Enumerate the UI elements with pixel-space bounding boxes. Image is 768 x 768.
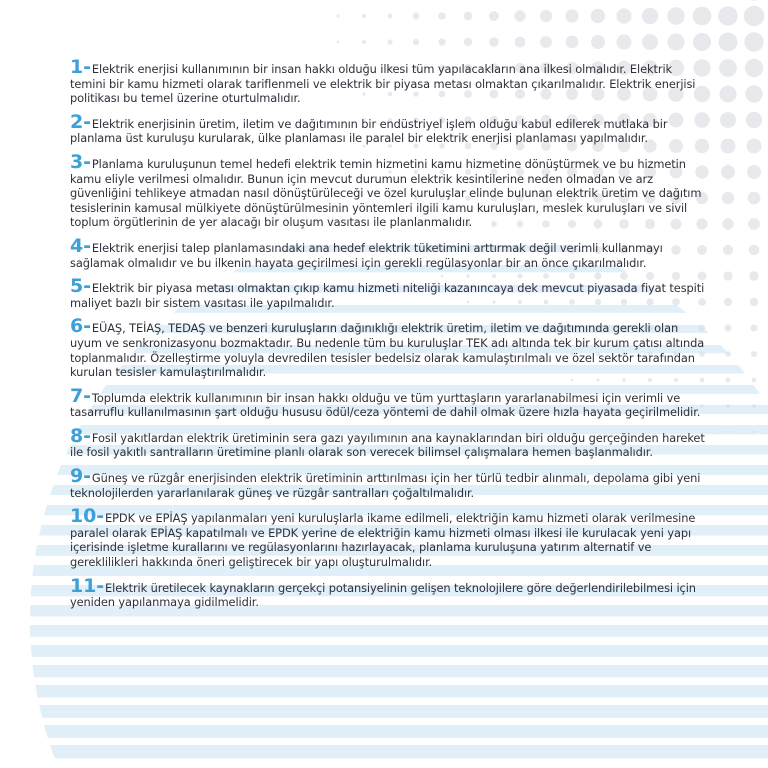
item-text: EÜAŞ, TEİAŞ, TEDAŞ ve benzeri kuruluşların dağınıklığı elektrik üretim, iletim ve dağıtımında gerekli olan uyum ve senkronizasyonu bozmaktadır. Bu nedenle tüm bu kuruluşlar TEK adı altında tek bir kurum çatısı altında toplanmalıdır. Özelleştirme yoluyla devredilen tesisler bedelsiz olarak kamulaştırılmalı ve özel sektör tarafından kurulan tesisler kamulaştırılmalıdır. xyxy=(70,321,705,380)
background-dot xyxy=(743,0,764,1)
list-item-3 xyxy=(70,150,710,230)
background-dot xyxy=(749,271,758,280)
background-dot xyxy=(718,6,738,26)
background-dot xyxy=(337,15,340,18)
background-dot xyxy=(746,112,762,128)
background-dot xyxy=(721,139,736,154)
item-number: 7- xyxy=(70,384,91,407)
background-dot xyxy=(745,59,763,77)
list-item-2 xyxy=(70,110,710,146)
list-item-6 xyxy=(70,315,710,380)
background-dot xyxy=(752,378,757,383)
background-dot xyxy=(489,11,499,21)
background-dot xyxy=(750,298,758,306)
background-dot xyxy=(642,34,658,50)
background-dot xyxy=(464,12,473,21)
background-dot xyxy=(719,59,737,77)
background-dot xyxy=(719,33,738,52)
background-dot xyxy=(540,10,552,22)
background-stripe xyxy=(0,745,768,758)
item-text: Elektrik enerjisinin üretim, iletim ve dağıtımının bir endüstriyel işlem olduğu kabul edilerek mutlaka bir planlama üst kuruluşu kurularak, ülke planlaması ile paralel bir elektrik enerjisi planlaması yapılmalıdır. xyxy=(70,116,668,146)
background-dot xyxy=(747,165,761,179)
item-number: 8- xyxy=(70,424,91,447)
background-dot xyxy=(720,86,737,103)
background-dot xyxy=(744,32,763,51)
item-text: Elektrik enerjisi kullanımının bir insan hakkı olduğu ilkesi tüm yapılacakların ana ilkesi olmalıdır. Elektrik temini bir kamu hizmeti olarak tariflenmeli ve elektrik bir piyasa metası olmaktan çıkarılmalıdır. Elektrik enerjisi politikası bu temel üzerine oturtulmalıdır. xyxy=(70,62,696,106)
background-dot xyxy=(387,13,392,18)
background-dot xyxy=(617,35,632,50)
item-text: EPDK ve EPİAŞ yapılanmaları yeni kuruluşlarla ikame edilmeli, elektriğin kamu hizmeti olarak verilmesine paralel olarak EPİAŞ kapatılmalı ve EPDK yerine de elektriğin kamu hizmeti olması ilkesi ile kurulacak yeni yapı içerisinde işletme kurallarını ve regülasyonlarını hazırlayacak, planlama kuruluşuna yatırım alternatif ve gereklilikleri hakkında öneri geliştirecek bir yapı oluşturulmalıdır. xyxy=(70,511,696,570)
background-dot xyxy=(362,14,366,18)
item-number: 5- xyxy=(70,275,91,298)
background-dot xyxy=(438,38,445,45)
item-text: Elektrik enerjisi talep planlamasındaki ana hedef elektrik tüketimini arttırmak değil verimli kullanmayı sağlamak olmalıdır ve bu ilkenin hayata geçirilmesi için gerekli regülasyonlar bir an önce çıkarılmalıdır. xyxy=(70,240,663,270)
background-dot xyxy=(725,325,732,332)
background-stripe xyxy=(0,625,768,637)
background-dot xyxy=(667,7,685,25)
item-text: Elektrik üretilecek kaynakların gerçekçi potansiyelinin gelişen teknolojilere göre değerlendirilebilmesi için yeniden yapılanmaya gidilmelidir. xyxy=(70,580,696,610)
item-text: Fosil yakıtlardan elektrik üretiminin sera gazı yayılımının ana kaynaklarından biri olduğu gerçeğinden hareket ile fosil yakıtlı santralların üretimine planlı olarak son verecek bilimsel çalışmalara hemen başlanmalıdır. xyxy=(70,430,705,460)
background-dot xyxy=(515,11,526,22)
background-dot xyxy=(748,192,761,205)
background-dot xyxy=(749,245,760,256)
background-dot xyxy=(616,8,631,23)
list-item-8 xyxy=(70,424,710,460)
background-dot xyxy=(540,36,552,48)
item-number: 6- xyxy=(70,315,91,338)
background-dot xyxy=(566,36,579,49)
background-dot xyxy=(721,165,735,179)
background-dot xyxy=(591,9,605,23)
list-item-9 xyxy=(70,465,710,500)
background-dot xyxy=(489,37,499,47)
item-text: Planlama kuruluşunun temel hedefi elektrik temin hizmetini kamu hizmetine dönüştürmek ve bu hizmetin kamu eliyle verilmesi olmalıdır. Bunun için mevcut durumun elektrik kesintilerine neden olmadan ve arz güvenliğini tehlikeye atmadan nasıl dönüştürüleceği ve özel kuruluşlar elinde bulunan elektrik üretim ve dağıtım tesislerinin kamusal mülkiyete dönüştürülmesinin yöntemleri ilgili kamu kuruluşları, meslek kuruluşları ve sivil toplum örgütlerinin de yer alacağı bir oluşum vasıtası ile planlanmalıdır. xyxy=(70,156,702,230)
item-number: 1- xyxy=(70,56,91,78)
item-number: 10- xyxy=(70,505,105,528)
background-dot xyxy=(515,37,526,48)
background-dot xyxy=(413,13,419,19)
item-text: Güneş ve rüzgâr enerjisinden elektrik üretiminin arttırılması için her türlü tedbir alınmalı, depolama gibi yeni teknolojilerden yararlanılarak güneş ve rüzgâr santralları çoğaltılmalıdır. xyxy=(70,471,701,500)
background-stripe xyxy=(0,685,768,698)
article-content xyxy=(70,56,710,619)
background-dot xyxy=(744,6,764,26)
background-dot xyxy=(565,9,578,22)
background-dot xyxy=(724,298,732,306)
background-dot xyxy=(745,85,762,102)
background-dot xyxy=(668,34,685,51)
background-stripe xyxy=(0,665,768,677)
item-text: Elektrik bir piyasa metası olmaktan çıkıp kamu hizmeti niteliği kazanıncaya dek mevcut piyasada fiyat tespiti maliyet bazlı bir sistem vasıtası ile yapılmalıdır. xyxy=(70,281,705,310)
background-dot xyxy=(591,35,605,49)
background-dot xyxy=(642,8,659,25)
list-item-10 xyxy=(70,505,710,570)
item-number: 11- xyxy=(70,574,105,597)
background-stripe xyxy=(0,705,768,718)
item-text: Toplumda elektrik kullanımının bir insan hakkı olduğu ve tüm yurttaşların yararlanabilmesi için verimli ve tasarruflu kullanılmasının şart olduğu hususu ödül/ceza yöntemi de dahil olmak üzere hızla hayata geçirilmelidir. xyxy=(70,390,701,420)
background-dot xyxy=(438,12,446,20)
background-stripe xyxy=(0,645,768,657)
list-item-1 xyxy=(70,56,710,106)
background-dot xyxy=(693,7,712,26)
background-dot xyxy=(387,39,392,44)
background-dot xyxy=(337,41,340,44)
background-dot xyxy=(723,271,732,280)
background-dot xyxy=(723,245,733,255)
background-stripe xyxy=(0,725,768,738)
item-number: 4- xyxy=(70,234,91,257)
background-dot xyxy=(720,112,736,128)
background-dot xyxy=(750,324,757,331)
list-item-5 xyxy=(70,275,710,310)
item-number: 3- xyxy=(70,150,91,173)
background-dot xyxy=(693,33,711,51)
background-dot xyxy=(722,192,735,205)
background-dot xyxy=(726,378,731,383)
list-item-11 xyxy=(70,574,710,610)
background-dot xyxy=(464,38,472,46)
background-dot xyxy=(722,218,733,229)
background-dot xyxy=(751,351,757,357)
background-dot xyxy=(748,218,760,230)
item-number: 2- xyxy=(70,110,91,133)
item-number: 9- xyxy=(70,465,91,488)
list-item-7 xyxy=(70,384,710,420)
background-dot xyxy=(413,39,419,45)
background-dot xyxy=(362,40,366,44)
list-item-4 xyxy=(70,234,710,270)
background-dot xyxy=(747,139,762,154)
